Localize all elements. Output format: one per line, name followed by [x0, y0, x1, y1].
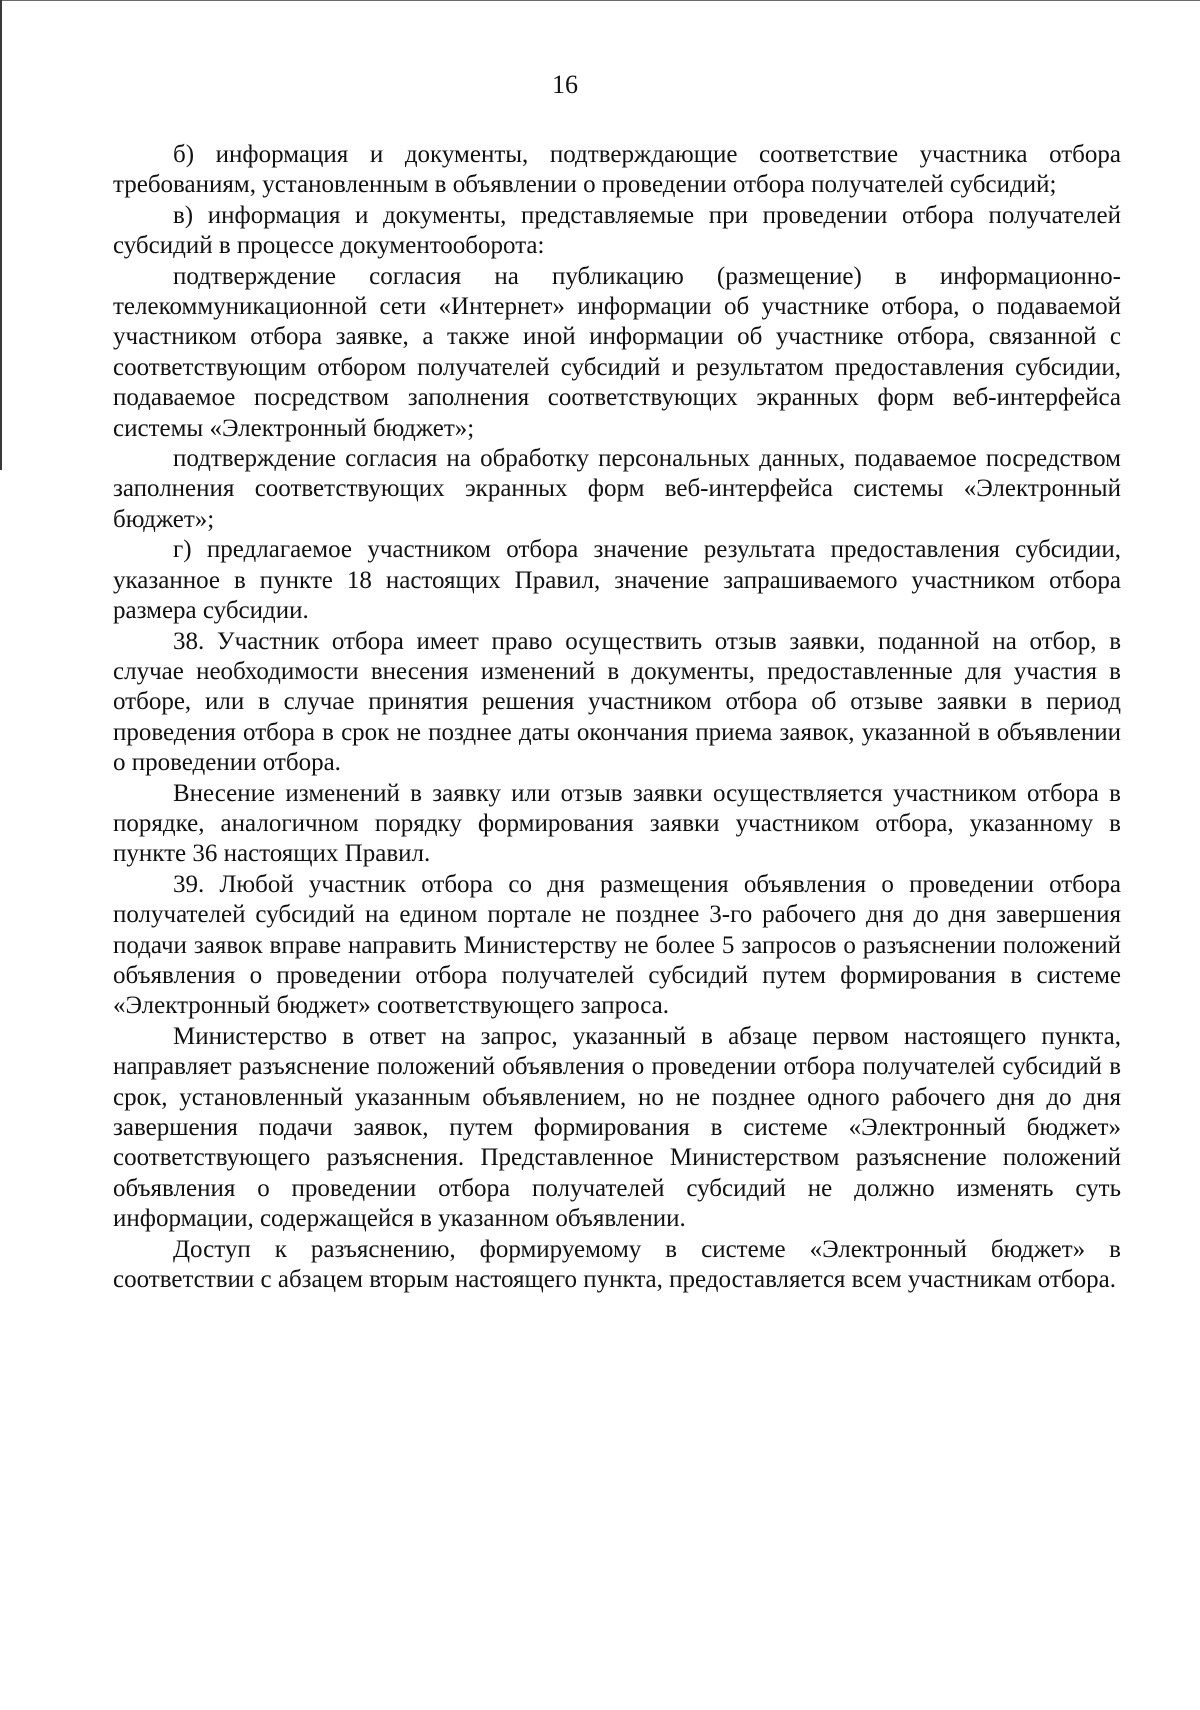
paragraph-39: 39. Любой участник отбора со дня размещения объявления о проведении отбора получателей субсидий на едином портале не позднее 3-го рабочего дня до дня завершения подачи заявок вправе направить Министерству не более 5 запросов о разъяснении положений объявления о проведении отбора получателей субсидий путем формирования в системе «Электронный бюджет» соответствующего запроса. — [113, 870, 1121, 1020]
paragraph-v: в) информация и документы, представляемые при проведении отбора получателей субсидий в процессе документооборота: — [113, 201, 1121, 260]
paragraph-38: 38. Участник отбора имеет право осуществить отзыв заявки, поданной на отбор, в случае необходимости внесения изменений в документы, предоставленные для участия в отборе, или в случае принятия решения участником отбора об отзыве заявки в период проведения отбора в срок не позднее даты окончания приема заявок, указанной в объявлении о проведении отбора. — [113, 627, 1121, 777]
paragraph-g: г) предлагаемое участником отбора значение результата предоставления субсидии, указанное в пункте 18 настоящих Правил, значение запрашиваемого участником отбора размера субсидии. — [113, 536, 1121, 625]
paragraph-b: б) информация и документы, подтверждающие соответствие участника отбора требованиям, установленным в объявлении о проведении отбора получателей субсидий; — [113, 141, 1121, 199]
paragraph-39-access: Доступ к разъяснению, формируемому в системе «Электронный бюджет» в соответствии с абзацем вторым настоящего пункта, предоставляется всем участникам отбора. — [113, 1235, 1121, 1294]
page-number: 16 — [552, 70, 578, 99]
paragraph-personal-data-consent: подтверждение согласия на обработку персональных данных, подаваемое посредством заполнения соответствующих экранных форм веб-интерфейса системы «Электронный бюджет»; — [113, 445, 1121, 533]
document-body — [113, 140, 1121, 1295]
scan-edge-top — [0, 0, 1200, 1]
paragraph-publication-consent: подтверждение согласия на публикацию (размещение) в информационно-телекоммуникационной сети «Интернет» информации об участнике отбора, о подаваемой участником отбора заявке, а также иной информации об участнике отбора, связанной с соответствующим отбором получателей субсидий и результатом предоставления субсидии, подаваемое посредством заполнения соответствующих экранных форм веб-интерфейса системы «Электронный бюджет»; — [113, 262, 1121, 442]
paragraph-39-ministry-response: Министерство в ответ на запрос, указанный в абзаце первом настоящего пункта, направляет разъяснение положений объявления о проведении отбора получателей субсидий в срок, установленный указанным объявлением, но не позднее одного рабочего дня до дня завершения подачи заявок, путем формирования в системе «Электронный бюджет» соответствующего разъяснения. Представленное Министерством разъяснение положений объявления о проведении отбора получателей субсидий не должно изменять суть информации, содержащейся в указанном объявлении. — [113, 1022, 1121, 1233]
paragraph-38-changes: Внесение изменений в заявку или отзыв заявки осуществляется участником отбора в порядке, аналогичном порядку формирования заявки участником отбора, указанному в пункте 36 настоящих Правил. — [113, 779, 1121, 868]
